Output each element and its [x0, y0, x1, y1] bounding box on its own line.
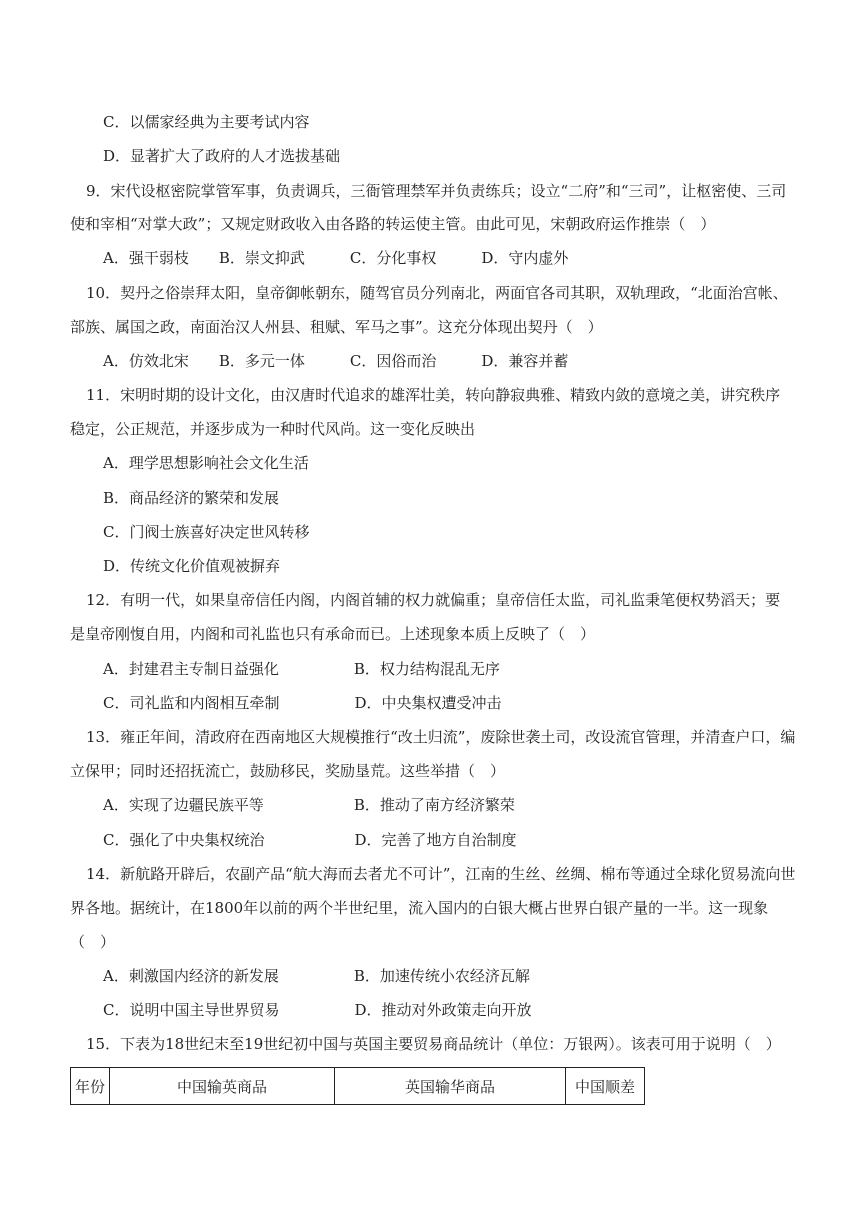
text-line-16: 是皇帝刚愎自用，内阁和司礼监也只有承命而已。上述现象本质上反映了（ ）	[70, 625, 596, 643]
text-line-9: 11．宋明时期的设计文化，由汉唐时代追求的雄浑壮美，转向静寂典雅、精致内敛的意境之美，讲究秩序	[86, 386, 781, 404]
text-line-6: 10．契丹之俗崇拜太阳，皇帝御帐朝东，随驾官员分列南北，两面官各司其职，双轨理政，“北面治宫帐、	[86, 284, 788, 302]
text-line-1: C．以儒家经典为主要考试内容	[103, 113, 310, 131]
text-line-18: C．司礼监和内阁相互牵制 D．中央集权遭受冲击	[103, 694, 502, 712]
text-line-26: A．刺激国内经济的新发展 B．加速传统小农经济瓦解	[103, 967, 530, 985]
text-line-22: C．强化了中央集权统治 D．完善了地方自治制度	[103, 831, 517, 849]
text-line-11: A．理学思想影响社会文化生活	[103, 454, 309, 472]
text-line-28: 15．下表为18世纪末至19世纪初中国与英国主要贸易商品统计（单位：万银两）。该表可用于说明（ ）	[86, 1035, 781, 1053]
table-header-row	[71, 1068, 645, 1105]
header-year: 年份	[71, 1068, 110, 1105]
text-line-27: C．说明中国主导世界贸易 D．推动对外政策走向开放	[103, 1001, 532, 1019]
text-line-21: A．实现了边疆民族平等 B．推动了南方经济繁荣	[103, 796, 515, 814]
text-line-17: A．封建君主专制日益强化 B．权力结构混乱无序	[103, 660, 500, 678]
text-line-15: 12．有明一代，如果皇帝信任内阁，内阁首辅的权力就偏重；皇帝信任太监，司礼监秉笔便权势滔天；要	[86, 591, 781, 609]
text-line-25: （ ）	[70, 933, 116, 951]
text-line-12: B．商品经济的繁荣和发展	[103, 489, 280, 507]
text-line-10: 稳定，公正规范，并逐步成为一种时代风尚。这一变化反映出	[70, 420, 476, 438]
text-line-7: 部族、属国之政，南面治汉人州县、租赋、军马之事”。这充分体现出契丹（ ）	[70, 318, 603, 336]
trade-table	[70, 1067, 645, 1105]
text-line-14: D．传统文化价值观被摒弃	[103, 557, 281, 575]
text-line-8: A．仿效北宋 B．多元一体 C．因俗而治 D．兼容并蓄	[103, 352, 569, 370]
text-line-5: A．强干弱枝 B．崇文抑武 C．分化事权 D．守内虚外	[103, 249, 569, 267]
text-line-3: 9．宋代设枢密院掌管军事，负责调兵，三衙管理禁军并负责练兵；设立“二府”和“三司”，让枢密使、三司	[86, 182, 787, 200]
text-line-20: 立保甲；同时还招抚流亡，鼓励移民，奖励垦荒。这些举措（ ）	[70, 762, 506, 780]
text-line-13: C．门阀士族喜好决定世风转移	[103, 523, 310, 541]
text-line-2: D．显著扩大了政府的人才选拔基础	[103, 147, 341, 165]
text-line-4: 使和宰相“对掌大政”；又规定财政收入由各路的转运使主管。由此可见，宋朝政府运作推崇（ ）	[70, 215, 716, 233]
header-china-surplus: 中国顺差	[566, 1068, 645, 1105]
header-britain-exports: 英国输华商品	[335, 1068, 566, 1105]
text-line-24: 界各地。据统计，在1800年以前的两个半世纪里，流入国内的白银大概占世界白银产量的一半。这一现象	[70, 899, 769, 917]
header-china-exports: 中国输英商品	[110, 1068, 335, 1105]
text-line-19: 13．雍正年间，清政府在西南地区大规模推行“改土归流”，废除世袭土司，改设流官管理，并清查户口，编	[86, 728, 796, 746]
text-line-23: 14．新航路开辟后，农副产品“航大海而去者尤不可计”，江南的生丝、丝绸、棉布等通过全球化贸易流向世	[86, 865, 796, 883]
